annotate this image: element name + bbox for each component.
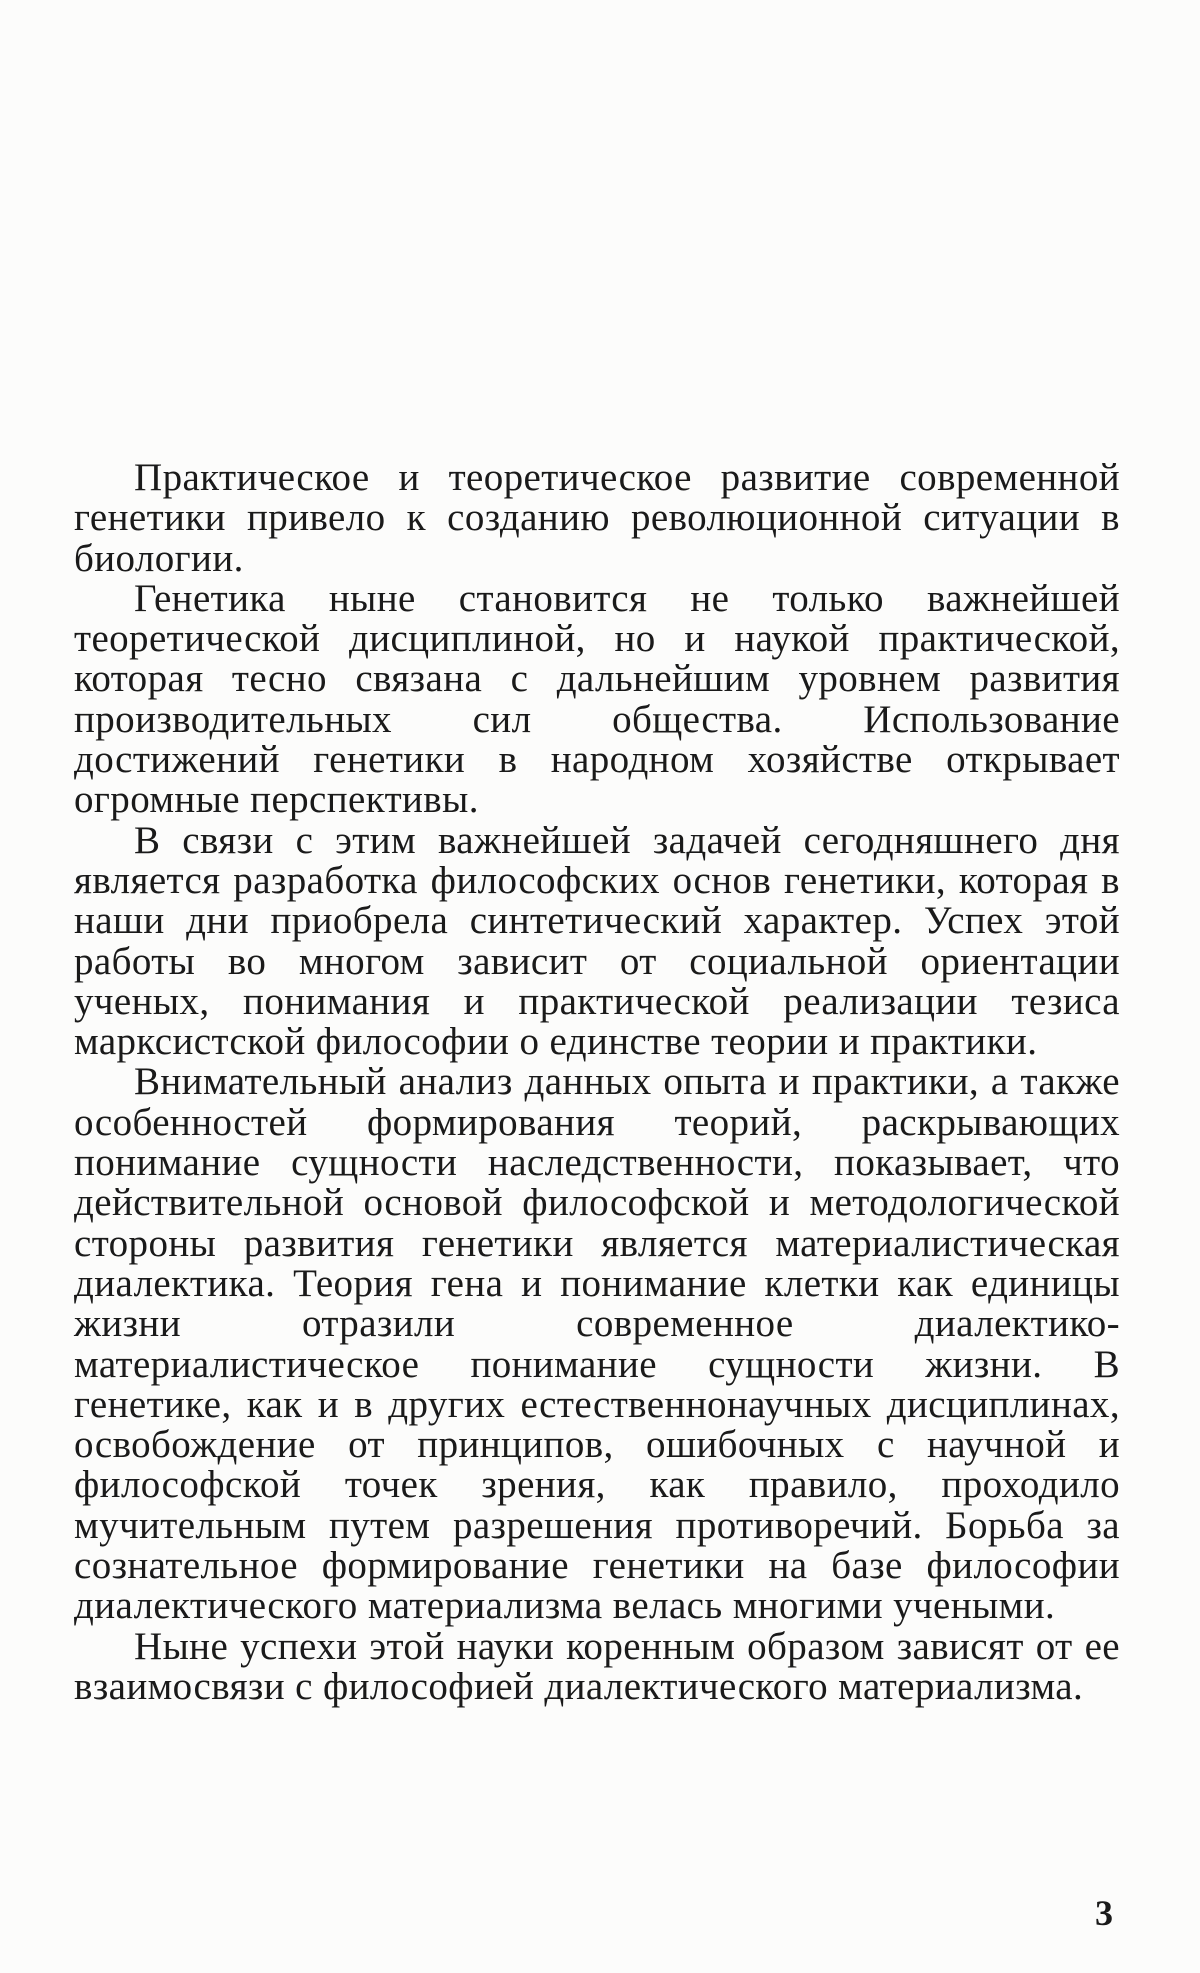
paragraph-5: Ныне успехи этой науки коренным образом зависят от ее взаимосвязи с философией диалектического материализма. bbox=[74, 1624, 1120, 1708]
paragraph-4: Внимательный анализ данных опыта и практики, а также особенностей формирования теорий, раскрывающих понимание сущности наследственности, показывает, что действительной основой философской и методологической стороны развития генетики является материалистическая диалектика. Теория гена и понимание клетки как единицы жизни отразили современное диалектико-материалистическое понимание сущности жизни. В генетике, как и в других естественнонаучных дисциплинах, освобождение от принципов, ошибочных с научной и философской точек зрения, как правило, проходило мучительным путем разрешения противоречий. Борьба за сознательное формирование генетики на базе философии диалектического материализма велась многими учеными. bbox=[74, 1060, 1120, 1628]
paragraph-3: В связи с этим важнейшей задачей сегодняшнего дня является разработка философских основ генетики, которая в наши дни приобрела синтетический характер. Успех этой работы во многом зависит от социальной ориентации ученых, понимания и практической реализации тезиса марксистской философии о единстве теории и практики. bbox=[74, 818, 1120, 1064]
paragraph-2: Генетика ныне становится не только важнейшей теоретической дисциплиной, но и наукой практической, которая тесно связана с дальнейшим уровнем развития производительных сил общества. Использование достижений генетики в народном хозяйстве открывает огромные перспективы. bbox=[74, 576, 1120, 822]
page-number: 3 bbox=[1095, 1893, 1113, 1933]
paragraph-1: Практическое и теоретическое развитие современной генетики привело к созданию революционной ситуации в биологии. bbox=[74, 456, 1120, 580]
body-text bbox=[74, 458, 1120, 1707]
